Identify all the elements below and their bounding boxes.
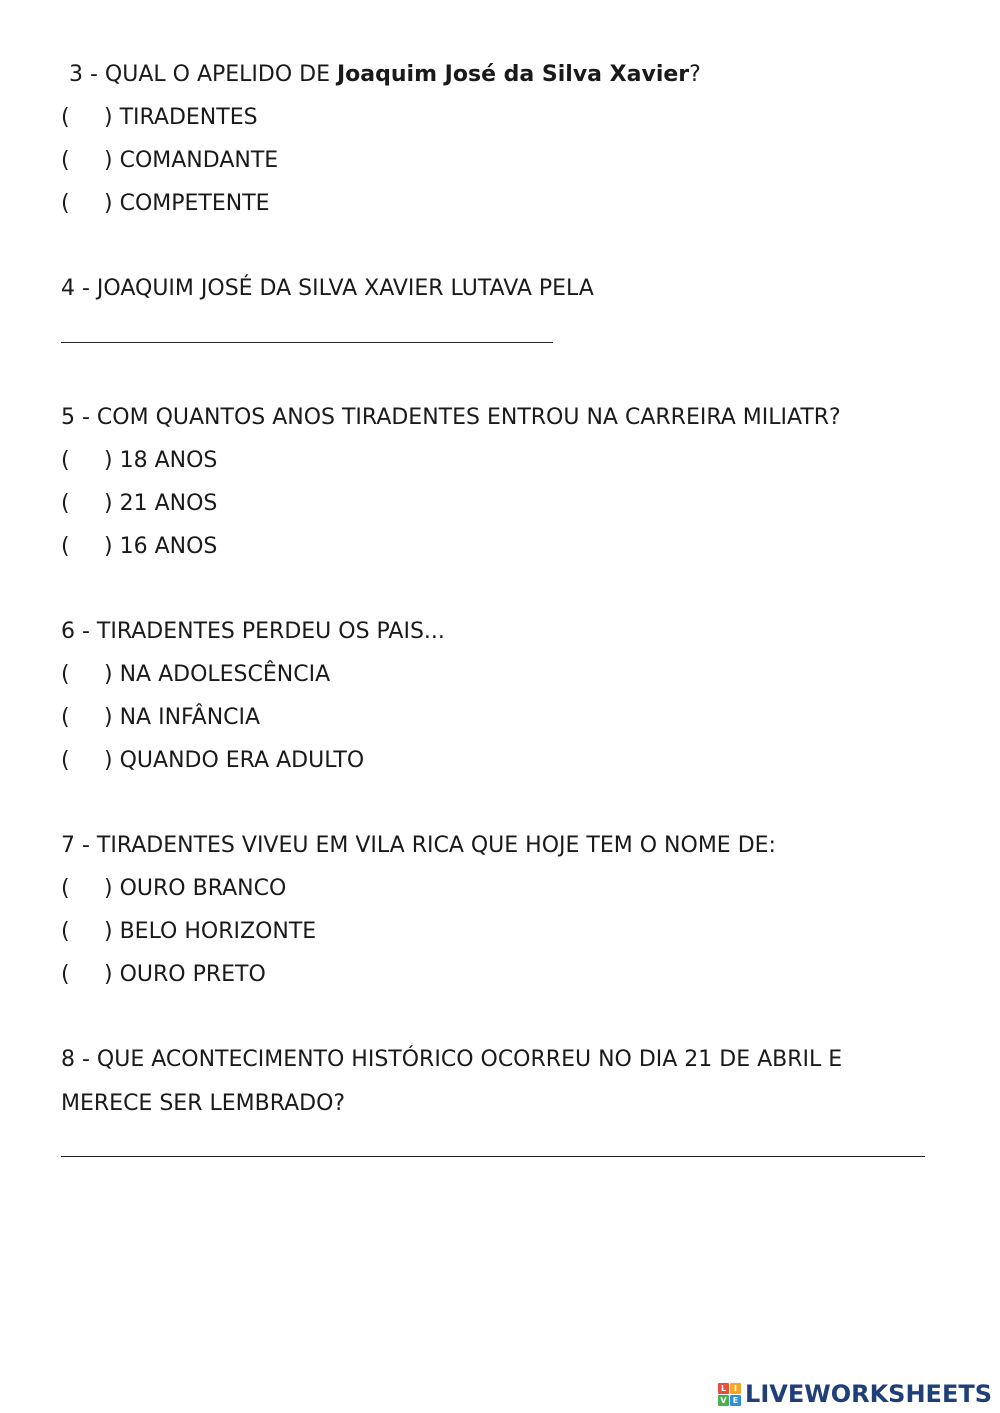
option-label: 16 ANOS (119, 534, 218, 559)
question-3-option-2[interactable]: ( ) COMANDANTE (61, 148, 279, 173)
option-label: BELO HORIZONTE (119, 919, 317, 944)
answer-blank-8[interactable] (61, 1156, 925, 1157)
question-4 (61, 275, 594, 303)
logo-tile-v: V (718, 1395, 729, 1406)
option-checkbox[interactable]: ( (61, 876, 70, 901)
option-label: COMANDANTE (119, 148, 279, 173)
liveworksheets-logo (718, 1377, 992, 1411)
question-7-option-2[interactable]: ( ) BELO HORIZONTE (61, 919, 317, 944)
question-5-option-3[interactable]: ( ) 16 ANOS (61, 534, 218, 559)
option-checkbox[interactable]: ( (61, 448, 70, 473)
option-label: TIRADENTES (119, 105, 258, 130)
question-8-line-1 (61, 1046, 842, 1074)
question-3-option-3[interactable]: ( ) COMPETENTE (61, 191, 270, 216)
question-7 (61, 832, 776, 860)
question-7-option-3[interactable]: ( ) OURO PRETO (61, 962, 266, 987)
option-checkbox[interactable]: ( (61, 148, 70, 173)
option-checkbox[interactable]: ( (61, 534, 70, 559)
option-label: 21 ANOS (119, 491, 218, 516)
question-6-text: 6 - TIRADENTES PERDEU OS PAIS... (61, 619, 445, 644)
option-label: NA INFÂNCIA (119, 705, 261, 730)
liveworksheets-logo-text: LIVEWORKSHEETS (745, 1380, 992, 1408)
question-5-option-1[interactable]: ( ) 18 ANOS (61, 448, 218, 473)
option-checkbox[interactable]: ( (61, 191, 70, 216)
question-5-option-2[interactable]: ( ) 21 ANOS (61, 491, 218, 516)
question-4-text: 4 - JOAQUIM JOSÉ DA SILVA XAVIER LUTAVA PELA (61, 276, 594, 301)
option-checkbox[interactable]: ( (61, 962, 70, 987)
option-checkbox[interactable]: ( (61, 705, 70, 730)
logo-tile-e: E (730, 1395, 741, 1406)
question-6 (61, 618, 445, 646)
option-label: NA ADOLESCÊNCIA (119, 662, 331, 687)
option-label: OURO BRANCO (119, 876, 287, 901)
question-3-suffix: ? (689, 62, 701, 87)
question-7-option-1[interactable]: ( ) OURO BRANCO (61, 876, 287, 901)
question-6-option-2[interactable]: ( ) NA INFÂNCIA (61, 705, 261, 730)
liveworksheets-logo-icon (718, 1383, 741, 1406)
logo-tile-i: I (730, 1383, 741, 1394)
question-6-option-1[interactable]: ( ) NA ADOLESCÊNCIA (61, 662, 331, 687)
question-7-text: 7 - TIRADENTES VIVEU EM VILA RICA QUE HOJE TEM O NOME DE: (61, 833, 776, 858)
question-3 (69, 61, 701, 89)
question-8-text-1: 8 - QUE ACONTECIMENTO HISTÓRICO OCORREU NO DIA 21 DE ABRIL E (61, 1047, 843, 1072)
question-8-text-2: MERECE SER LEMBRADO? (61, 1091, 346, 1116)
option-label: 18 ANOS (119, 448, 218, 473)
option-label: QUANDO ERA ADULTO (119, 748, 365, 773)
option-checkbox[interactable]: ( (61, 662, 70, 687)
option-checkbox[interactable]: ( (61, 748, 70, 773)
question-5-text: 5 - COM QUANTOS ANOS TIRADENTES ENTROU NA CARREIRA MILIATR? (61, 405, 841, 430)
option-label: OURO PRETO (119, 962, 266, 987)
option-checkbox[interactable]: ( (61, 105, 70, 130)
option-label: COMPETENTE (119, 191, 270, 216)
question-6-option-3[interactable]: ( ) QUANDO ERA ADULTO (61, 748, 365, 773)
question-5 (61, 404, 841, 432)
option-checkbox[interactable]: ( (61, 919, 70, 944)
option-checkbox[interactable]: ( (61, 491, 70, 516)
question-8-line-2 (61, 1090, 345, 1118)
logo-tile-l: L (718, 1383, 729, 1394)
question-3-option-1[interactable]: ( ) TIRADENTES (61, 105, 258, 130)
question-3-prefix: 3 - QUAL O APELIDO DE (69, 62, 337, 87)
question-3-name: Joaquim José da Silva Xavier (337, 62, 690, 87)
answer-blank-4[interactable] (61, 342, 553, 343)
